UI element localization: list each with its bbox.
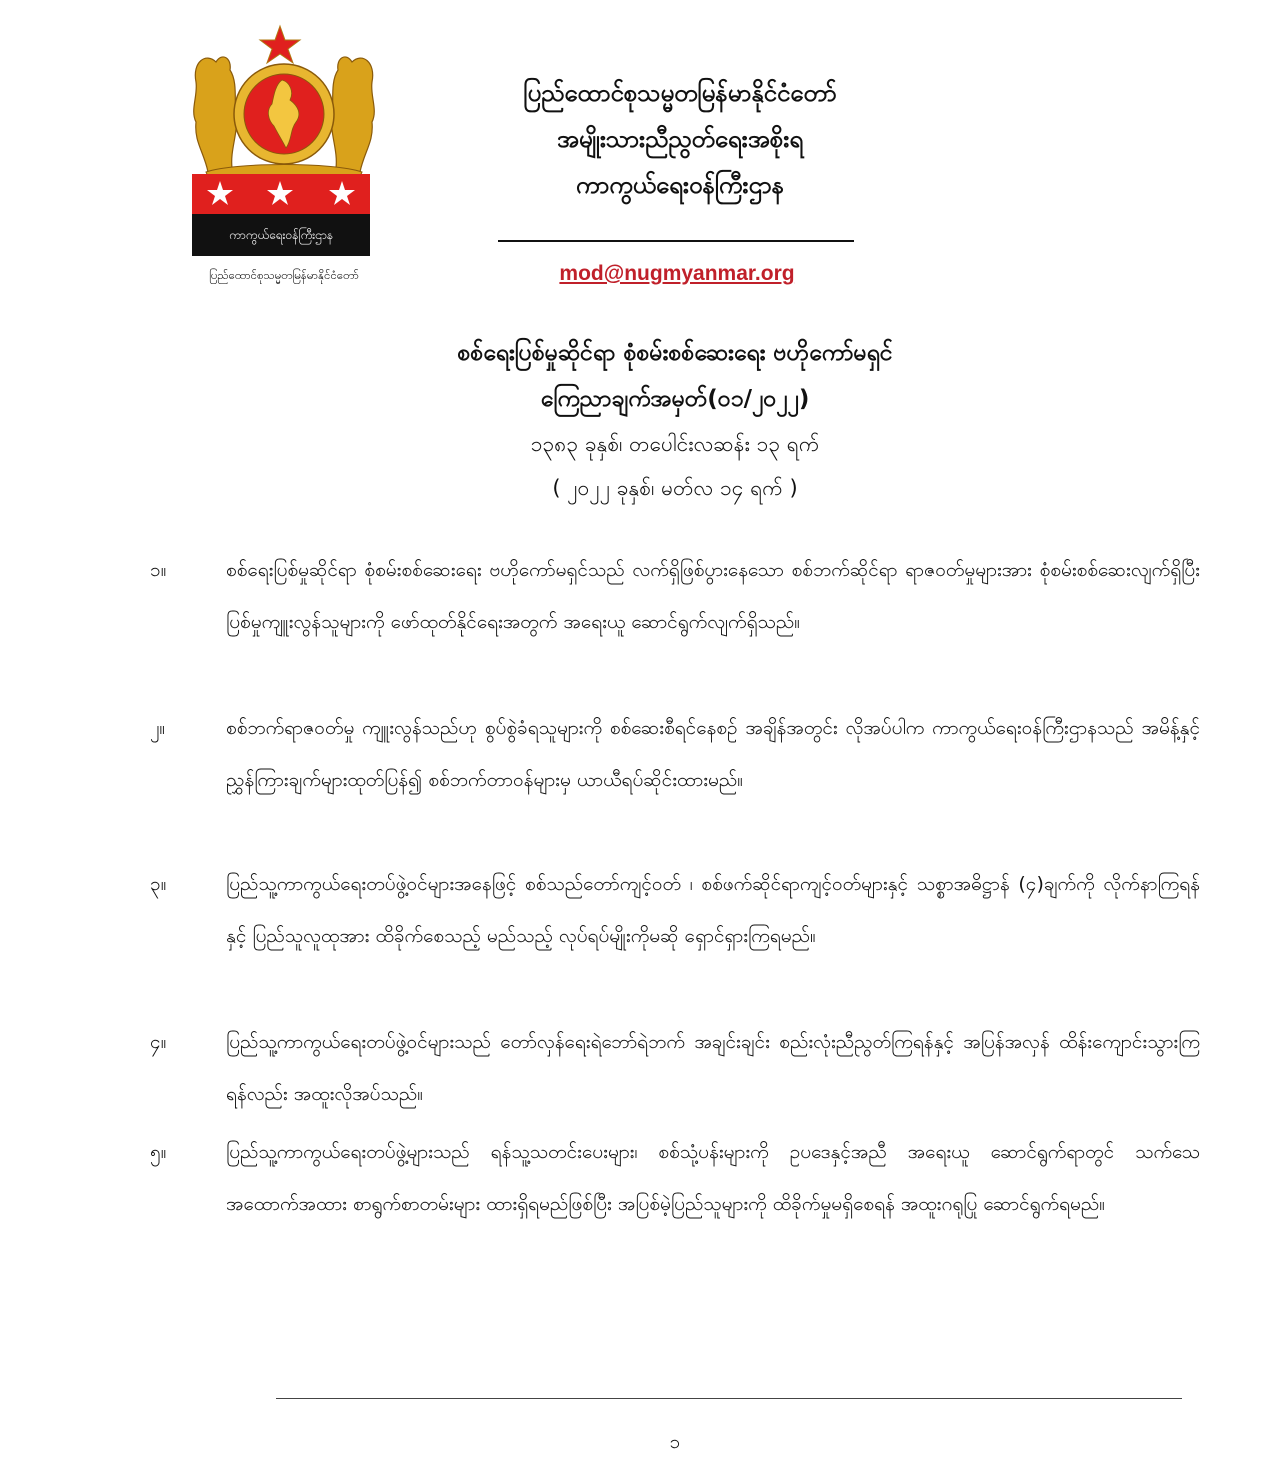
paragraph-number: ၄။: [150, 1031, 167, 1053]
ministry-emblem: [186, 22, 382, 292]
emblem-top-star: [260, 26, 300, 63]
letterhead-line-3: ကာကွယ်ရေးဝန်ကြီးဌာန: [575, 171, 785, 199]
paragraph-text: စစ်ရေးပြစ်မှုဆိုင်ရာ စုံစမ်းစစ်ဆေးရေး ဗဟိုကော်မရှင်သည် လက်ရှိဖြစ်ပွားနေသော စစ်ဘက်ဆိုင်ရာ ရာဇဝတ်မှုများအား စုံစမ်းစစ်ဆေးလျက်ရှိပြီး ပြစ်မှုကျူးလွန်သူများကို ဖော်ထုတ်နိုင်ရေးအတွက် အရေးယူ ဆောင်ရွက်လျက်ရှိသည်။: [226, 559, 1200, 633]
letterhead-divider: [498, 240, 854, 242]
announcement-title: စစ်ရေးပြစ်မှုဆိုင်ရာ စုံစမ်းစစ်ဆေးရေး ဗဟိုကော်မရှင်: [457, 340, 893, 366]
paragraph-number: ၅။: [150, 1141, 167, 1163]
letterhead-line-2: အမျိုးသားညီညွတ်ရေးအစိုးရ: [556, 125, 804, 153]
paragraph-text: ပြည်သူ့ကာကွယ်ရေးတပ်ဖွဲ့ဝင်များသည် တော်လှန်ရေးရဲဘော်ရဲဘက် အချင်းချင်း စည်းလုံးညီညွတ်ကြရန်နှင့် အပြန်အလှန် ထိန်းကျောင်းသွားကြရန်လည်း အထူးလိုအပ်သည်။: [226, 1031, 1200, 1105]
paragraph-number: ၁။: [150, 559, 167, 581]
paragraph-text: စစ်ဘက်ရာဇဝတ်မှု ကျူးလွန်သည်ဟု စွပ်စွဲခံရသူများကို စစ်ဆေးစီရင်နေစဉ် အချိန်အတွင်း လိုအပ်ပါက ကာကွယ်ရေးဝန်ကြီးဌာနသည် အမိန့်နှင့်ညွှန်ကြားချက်များထုတ်ပြန်၍ စစ်ဘက်တာဝန်များမှ ယာယီရပ်ဆိုင်းထားမည်။: [226, 717, 1200, 791]
footer-divider: [276, 1398, 1182, 1399]
email-link[interactable]: mod@nugmyanmar.org: [559, 262, 795, 285]
emblem-left-lion: [194, 57, 237, 172]
letterhead-line-1: ပြည်ထောင်စုသမ္မတမြန်မာနိုင်ငံတော်: [523, 79, 837, 107]
emblem-band-label: ကာကွယ်ရေးဝန်ကြီးဌာန: [228, 228, 334, 242]
emblem-caption: ပြည်ထောင်စုသမ္မတမြန်မာနိုင်ငံတော်: [208, 268, 360, 282]
announcement-number: ကြေညာချက်အမှတ်(၀၁/၂၀၂၂): [540, 386, 810, 412]
paragraph-text: ပြည်သူ့ကာကွယ်ရေးတပ်ဖွဲ့များသည် ရန်သူ့သတင်းပေးများ၊ စစ်သုံ့ပန်းများကို ဥပဒေနှင့်အညီ အရေးယူ ဆောင်ရွက်ရာတွင် သက်သေအထောက်အထား စာရွက်စာတမ်းများ ထားရှိရမည်ဖြစ်ပြီး အပြစ်မဲ့ပြည်သူများကို ထိခိုက်မှုမရှိစေရန် အထူးဂရုပြု ဆောင်ရွက်ရမည်။: [226, 1141, 1200, 1215]
paragraph-text: ပြည်သူ့ကာကွယ်ရေးတပ်ဖွဲ့ဝင်များအနေဖြင့် စစ်သည်တော်ကျင့်ဝတ် ၊ စစ်ဖက်ဆိုင်ရာကျင့်ဝတ်များနှင့် သစ္စာအဓိဋ္ဌာန် (၄)ချက်ကို လိုက်နာကြရန်နှင့် ပြည်သူလူထုအား ထိခိုက်စေသည့် မည်သည့် လုပ်ရပ်မျိုးကိုမဆို ရှောင်ရှားကြရမည်။: [226, 873, 1200, 947]
paragraph-number: ၃။: [150, 873, 167, 895]
paragraph-number: ၂။: [150, 717, 166, 739]
announcement-title-block: [300, 330, 1050, 510]
page-number: ၁: [669, 1431, 681, 1453]
announcement-date-gregorian: ( ၂၀၂၂ ခုနှစ်၊ မတ်လ ၁၄ ရက် ): [552, 476, 798, 500]
announcement-date-myanmar: ၁၃၈၃ ခုနှစ်၊ တပေါင်းလဆန်း ၁၃ ရက်: [530, 432, 820, 456]
emblem-graphic: [186, 22, 382, 292]
letterhead: [430, 70, 930, 208]
emblem-right-lion: [332, 57, 375, 172]
